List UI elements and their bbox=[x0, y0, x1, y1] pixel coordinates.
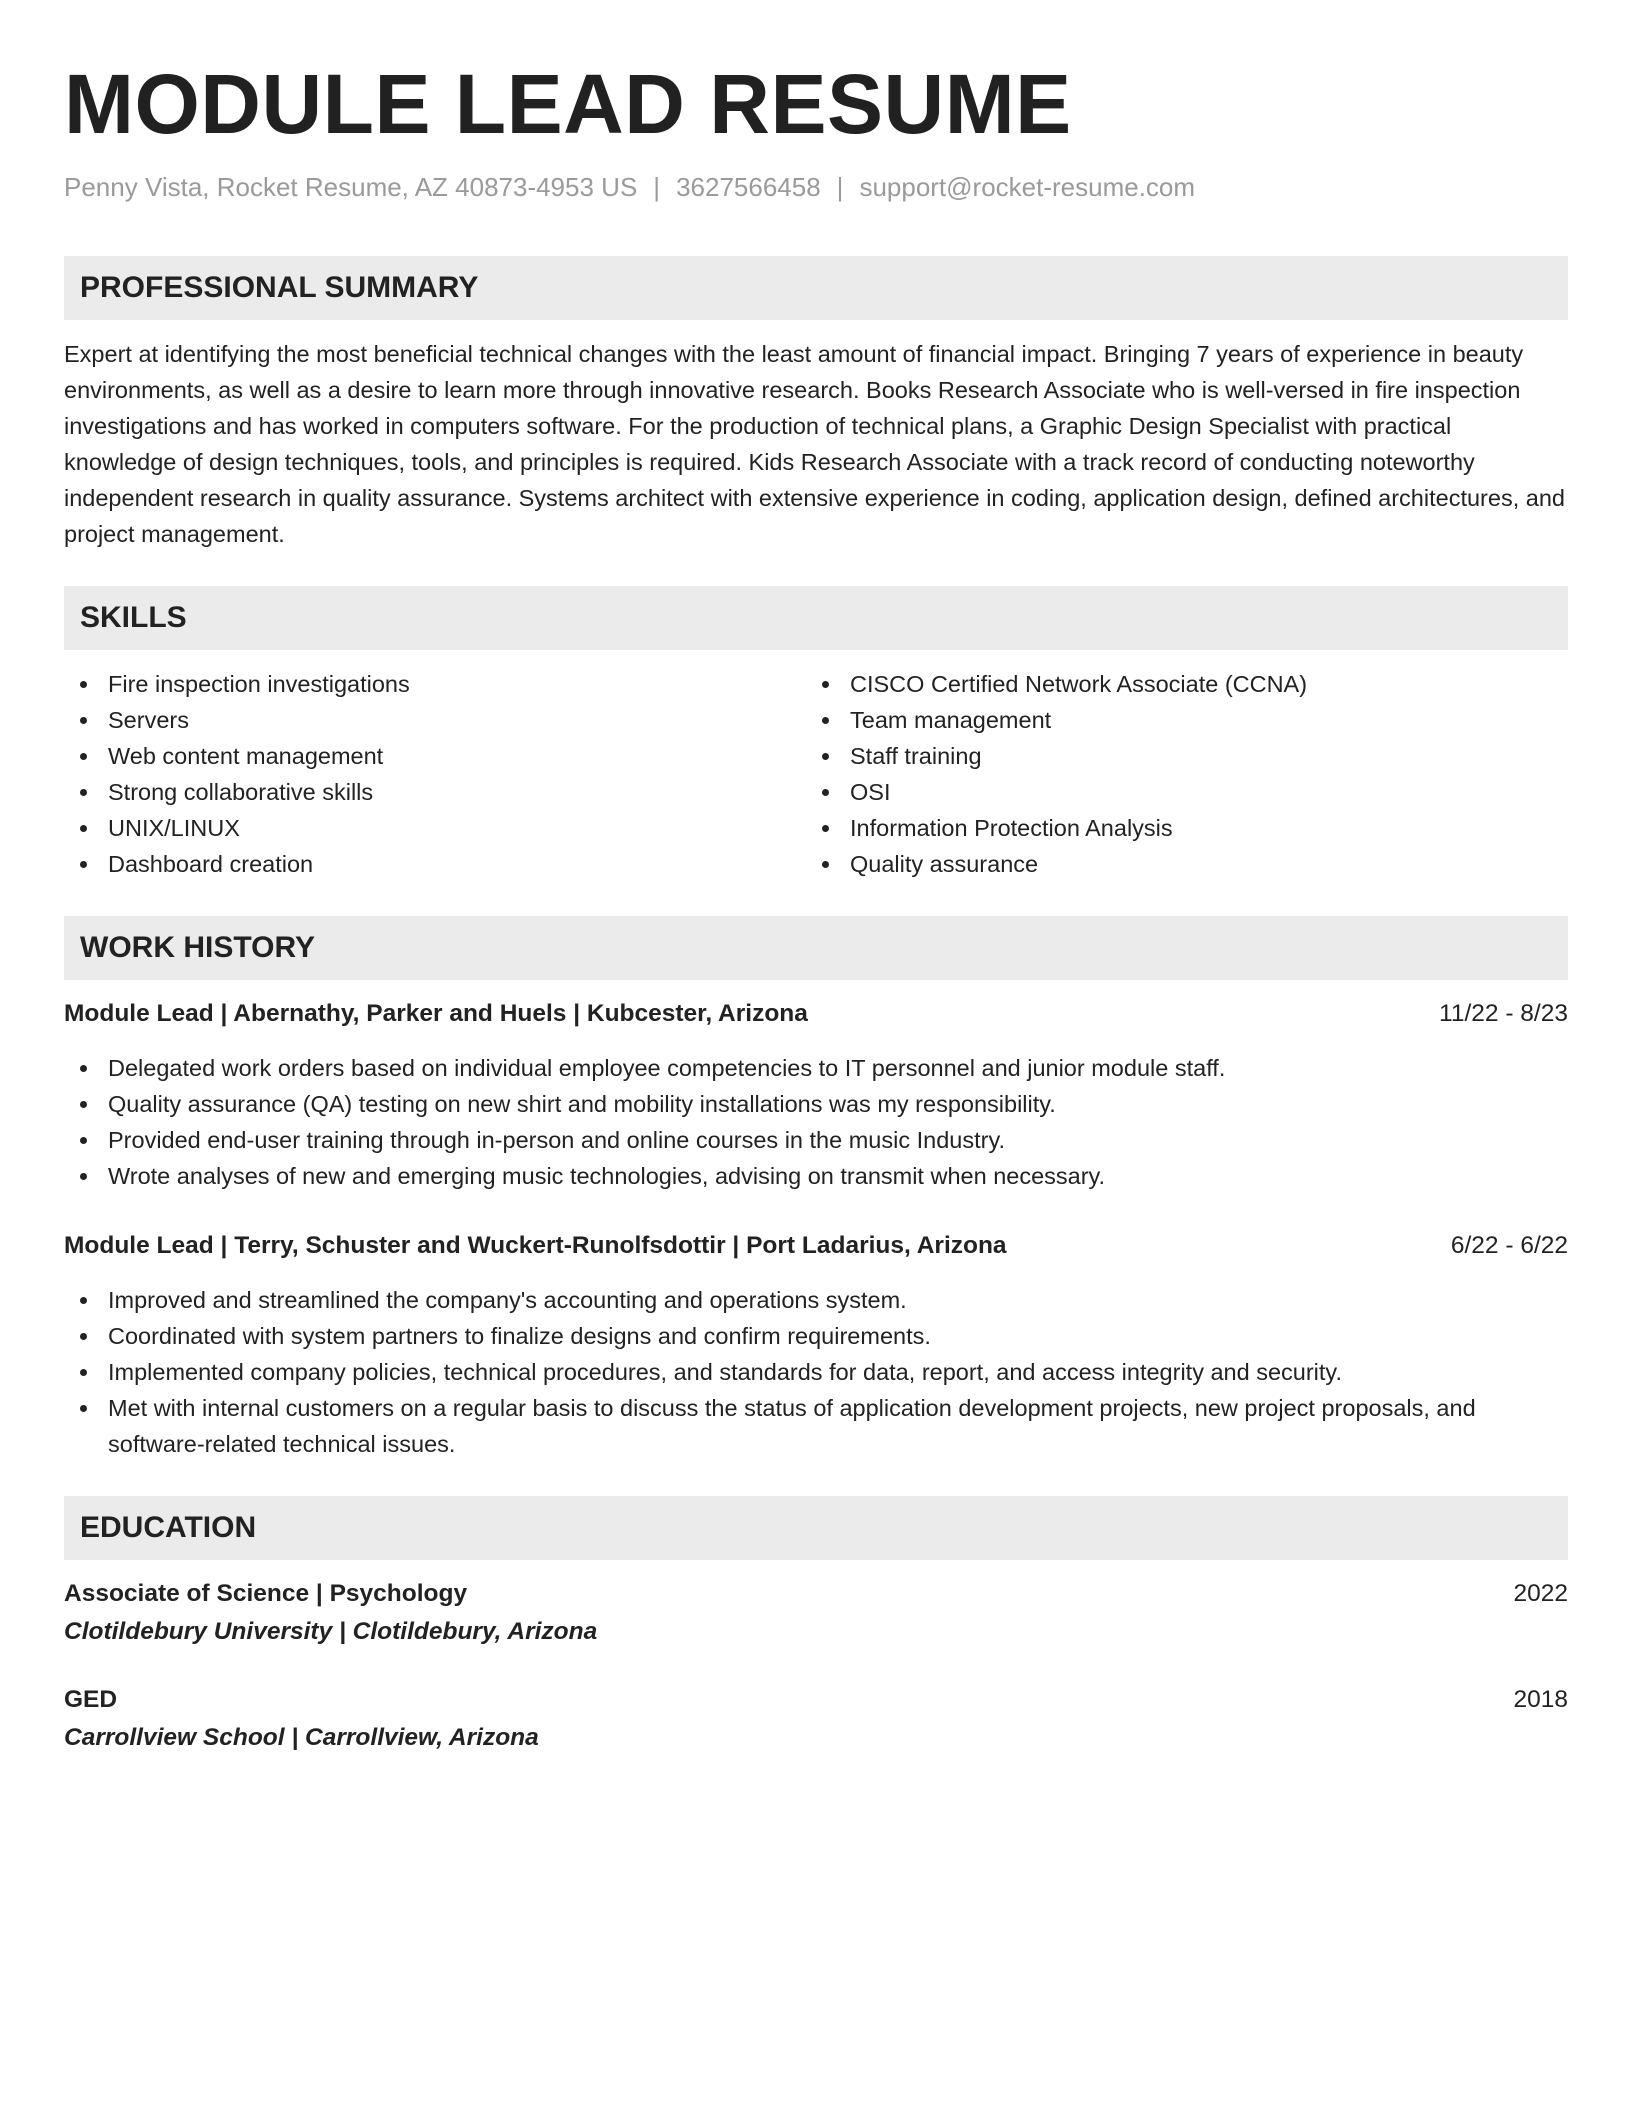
skill-item: UNIX/LINUX bbox=[64, 810, 806, 846]
skill-item: Staff training bbox=[806, 738, 1548, 774]
summary-section-header: PROFESSIONAL SUMMARY bbox=[64, 256, 1568, 320]
job-bullet: Coordinated with system partners to finalize designs and confirm requirements. bbox=[64, 1318, 1568, 1354]
skills-grid bbox=[64, 666, 1568, 882]
job-bullet: Delegated work orders based on individual employee competencies to IT personnel and junior module staff. bbox=[64, 1050, 1568, 1086]
education-section-header: EDUCATION bbox=[64, 1496, 1568, 1560]
contact-phone: 3627566458 bbox=[676, 172, 821, 202]
education-year: 2022 bbox=[1513, 1580, 1568, 1607]
job-header bbox=[64, 996, 1568, 1032]
job-bullet: Quality assurance (QA) testing on new shirt and mobility installations was my responsibility. bbox=[64, 1086, 1568, 1122]
skill-item: Team management bbox=[806, 702, 1548, 738]
skill-item: Information Protection Analysis bbox=[806, 810, 1548, 846]
job-header bbox=[64, 1228, 1568, 1264]
job-bullet: Provided end-user training through in-person and online courses in the music Industry. bbox=[64, 1122, 1568, 1158]
contact-separator: | bbox=[653, 172, 661, 202]
summary-text: Expert at identifying the most beneficial technical changes with the least amount of financial impact. Bringing 7 years of experience in beauty environments, as well as a desire to learn more through innovative research. Books Research Associate who is well-versed in fire inspection investigations and has worked in computers software. For the production of technical plans, a Graphic Design Specialist with practical knowledge of design techniques, tools, and principles is required. Kids Research Associate with a track record of conducting noteworthy independent research in quality assurance. Systems architect with extensive experience in coding, application design, defined architectures, and project management. bbox=[64, 341, 1565, 547]
skill-item: Strong collaborative skills bbox=[64, 774, 806, 810]
job-title: Module Lead | Terry, Schuster and Wuckert-Runolfsdottir | Port Ladarius, Arizona bbox=[64, 1232, 1007, 1259]
job-bullets bbox=[64, 1050, 1568, 1194]
job-dates: 11/22 - 8/23 bbox=[1439, 1000, 1568, 1027]
skill-item: Web content management bbox=[64, 738, 806, 774]
work-history-section-header: WORK HISTORY bbox=[64, 916, 1568, 980]
education-school: Clotildebury University | Clotildebury, Arizona bbox=[64, 1618, 598, 1645]
job-bullet: Improved and streamlined the company's accounting and operations system. bbox=[64, 1282, 1568, 1318]
job-dates: 6/22 - 6/22 bbox=[1450, 1232, 1568, 1259]
skill-item: Servers bbox=[64, 702, 806, 738]
job-bullet: Wrote analyses of new and emerging music technologies, advising on transmit when necessary. bbox=[64, 1158, 1568, 1194]
education-school: Carrollview School | Carrollview, Arizona bbox=[64, 1724, 539, 1751]
education-degree: GED bbox=[64, 1686, 118, 1713]
education-degree: Associate of Science | Psychology bbox=[64, 1580, 468, 1607]
skill-item: CISCO Certified Network Associate (CCNA) bbox=[806, 666, 1548, 702]
job-bullet: Met with internal customers on a regular basis to discuss the status of application development projects, new project proposals, and software-related technical issues. bbox=[64, 1390, 1568, 1462]
contact-email: support@rocket-resume.com bbox=[859, 172, 1196, 202]
education-header bbox=[64, 1682, 1568, 1718]
resume-title: MODULE LEAD RESUME bbox=[64, 57, 1072, 151]
skill-item: Dashboard creation bbox=[64, 846, 806, 882]
education-header bbox=[64, 1576, 1568, 1612]
skill-item: Fire inspection investigations bbox=[64, 666, 806, 702]
job-bullet: Implemented company policies, technical procedures, and standards for data, report, and access integrity and security. bbox=[64, 1354, 1568, 1390]
skill-item: OSI bbox=[806, 774, 1548, 810]
skills-section-header: SKILLS bbox=[64, 586, 1568, 650]
skills-column-left bbox=[64, 666, 806, 882]
skills-column-right bbox=[806, 666, 1548, 882]
contact-line bbox=[64, 170, 1568, 204]
job-title: Module Lead | Abernathy, Parker and Huels | Kubcester, Arizona bbox=[64, 1000, 808, 1027]
education-year: 2018 bbox=[1513, 1686, 1568, 1713]
contact-separator: | bbox=[836, 172, 844, 202]
skill-item: Quality assurance bbox=[806, 846, 1548, 882]
contact-address: Penny Vista, Rocket Resume, AZ 40873-4953 US bbox=[64, 172, 638, 202]
job-bullets bbox=[64, 1282, 1568, 1462]
